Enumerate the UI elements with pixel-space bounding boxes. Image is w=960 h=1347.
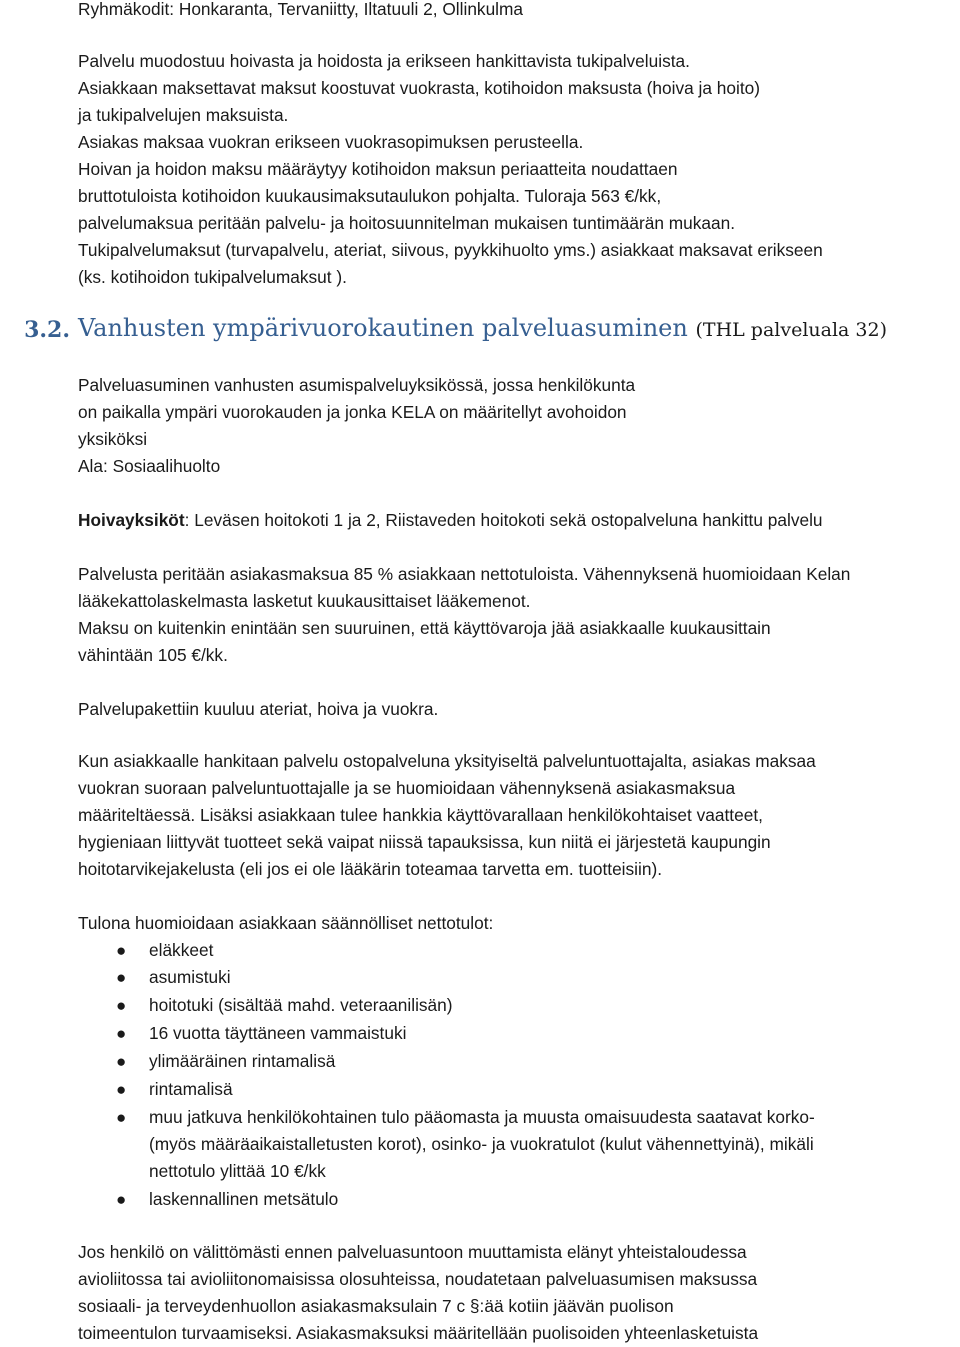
text-line: Ala: Sosiaalihuolto: [78, 456, 221, 476]
section-suffix: (THL palveluala 32): [695, 319, 888, 341]
text-line: määriteltäessä. Lisäksi asiakkaan tulee hankkia käyttövarallaan henkilökohtaiset vaatteet,: [78, 805, 763, 825]
text-line: Palvelupakettiin kuuluu ateriat, hoiva ja vuokra.: [78, 699, 439, 719]
bullet-icon: ●: [116, 1052, 127, 1071]
text-line: Jos henkilö on välittömästi ennen palveluasuntoon muuttamista elänyt yhteistaloudessa: [78, 1242, 747, 1262]
text-line: hoitotarvikejakelusta (eli jos ei ole lääkärin toteamaa tarvetta em. tuotteisiin).: [78, 859, 663, 879]
bullet-icon: ●: [116, 1080, 127, 1099]
ryhmakodit-line: Ryhmäkodit: Honkaranta, Tervaniitty, Iltatuuli 2, Ollinkulma: [78, 0, 524, 19]
text-line: Asiakas maksaa vuokran erikseen vuokrasopimuksen perusteella.: [78, 132, 584, 152]
bullet-icon: ●: [116, 968, 127, 987]
list-item: laskennallinen metsätulo: [149, 1189, 339, 1209]
hoivayksikot-line: [78, 507, 823, 534]
text-line: avioliitossa tai avioliitonomaisissa olosuhteissa, noudatetaan palveluasumisen maksussa: [78, 1269, 758, 1289]
text-line: (ks. kotihoidon tukipalvelumaksut ).: [78, 267, 347, 287]
list-item: asumistuki: [149, 967, 231, 987]
text-line: lääkekattolaskelmasta lasketut kuukausittaiset lääkemenot.: [78, 591, 531, 611]
text-line: sosiaali- ja terveydenhuollon asiakasmaksulain 7 c §:ää kotiin jäävän puolison: [78, 1296, 674, 1316]
text-line: ja tukipalvelujen maksuista.: [78, 105, 289, 125]
text-line: vähintään 105 €/kk.: [78, 645, 228, 665]
text-line: Asiakkaan maksettavat maksut koostuvat vuokrasta, kotihoidon maksusta (hoiva ja hoito): [78, 78, 760, 98]
section-title: Vanhusten ympärivuorokautinen palveluasuminen: [78, 314, 688, 342]
list-item-continuation: (myös määräaikaistalletusten korot), osinko- ja vuokratulot (kulut vähennettyinä), mikäli: [149, 1134, 814, 1154]
text-line: Palvelu muodostuu hoivasta ja hoidosta ja erikseen hankittavista tukipalveluista.: [78, 51, 690, 71]
list-item: muu jatkuva henkilökohtainen tulo pääomasta ja muusta omaisuudesta saatavat korko-: [149, 1107, 815, 1127]
text-line: palvelumaksua peritään palvelu- ja hoitosuunnitelman mukaisen tuntimäärän mukaan.: [78, 213, 736, 233]
text-line: Tulona huomioidaan asiakkaan säännölliset nettotulot:: [78, 913, 494, 933]
text-line: yksiköksi: [78, 429, 148, 449]
text-line: Kun asiakkaalle hankitaan palvelu ostopalveluna yksityiseltä palveluntuottajalta, asiakas maksaa: [78, 751, 816, 771]
list-item: 16 vuotta täyttäneen vammaistuki: [149, 1023, 407, 1043]
bullet-icon: ●: [116, 996, 127, 1015]
text-line: Maksu on kuitenkin enintään sen suuruinen, että käyttövaroja jää asiakkaalle kuukausittain: [78, 618, 771, 638]
list-item: ylimääräinen rintamalisä: [149, 1051, 336, 1071]
list-item: eläkkeet: [149, 940, 214, 960]
text-line: vuokran suoraan palveluntuottajalle ja se huomioidaan vähennyksenä asiakasmaksua: [78, 778, 736, 798]
hoivayksikot-label: Hoivayksiköt: [78, 510, 185, 530]
list-item: rintamalisä: [149, 1079, 233, 1099]
text-line: Palveluasuminen vanhusten asumispalveluyksikössä, jossa henkilökunta: [78, 375, 636, 395]
bullet-icon: ●: [116, 1190, 127, 1209]
text-line: Palvelusta peritään asiakasmaksua 85 % asiakkaan nettotuloista. Vähennyksenä huomioidaan Kelan: [78, 564, 851, 584]
text-line: hygieniaan liittyvät tuotteet sekä vaipat niissä tapauksissa, kun niitä ei järjestetä kaupungin: [78, 832, 771, 852]
list-item: hoitotuki (sisältää mahd. veteraanilisän): [149, 995, 453, 1015]
bullet-icon: ●: [116, 941, 127, 960]
hoivayksikot-text: : Leväsen hoitokoti 1 ja 2, Riistaveden hoitokoti sekä ostopalveluna hankittu palvelu: [184, 510, 823, 530]
section-number: 3.2.: [24, 317, 70, 343]
text-line: Hoivan ja hoidon maksu määräytyy kotihoidon maksun periaatteita noudattaen: [78, 159, 678, 179]
text-line: bruttotuloista kotihoidon kuukausimaksutaulukon pohjalta. Tuloraja 563 €/kk,: [78, 186, 662, 206]
bullet-icon: ●: [116, 1024, 127, 1043]
list-item-continuation: nettotulo ylittää 10 €/kk: [149, 1161, 326, 1181]
bullet-icon: ●: [116, 1108, 127, 1127]
text-line: Tukipalvelumaksut (turvapalvelu, ateriat, siivous, pyykkihuolto yms.) asiakkaat maksavat erikseen: [78, 240, 823, 260]
text-line: toimeentulon turvaamiseksi. Asiakasmaksuksi määritellään puolisoiden yhteenlasketuista: [78, 1323, 759, 1343]
section-heading: [78, 314, 887, 342]
text-line: on paikalla ympäri vuorokauden ja jonka KELA on määritellyt avohoidon: [78, 402, 627, 422]
